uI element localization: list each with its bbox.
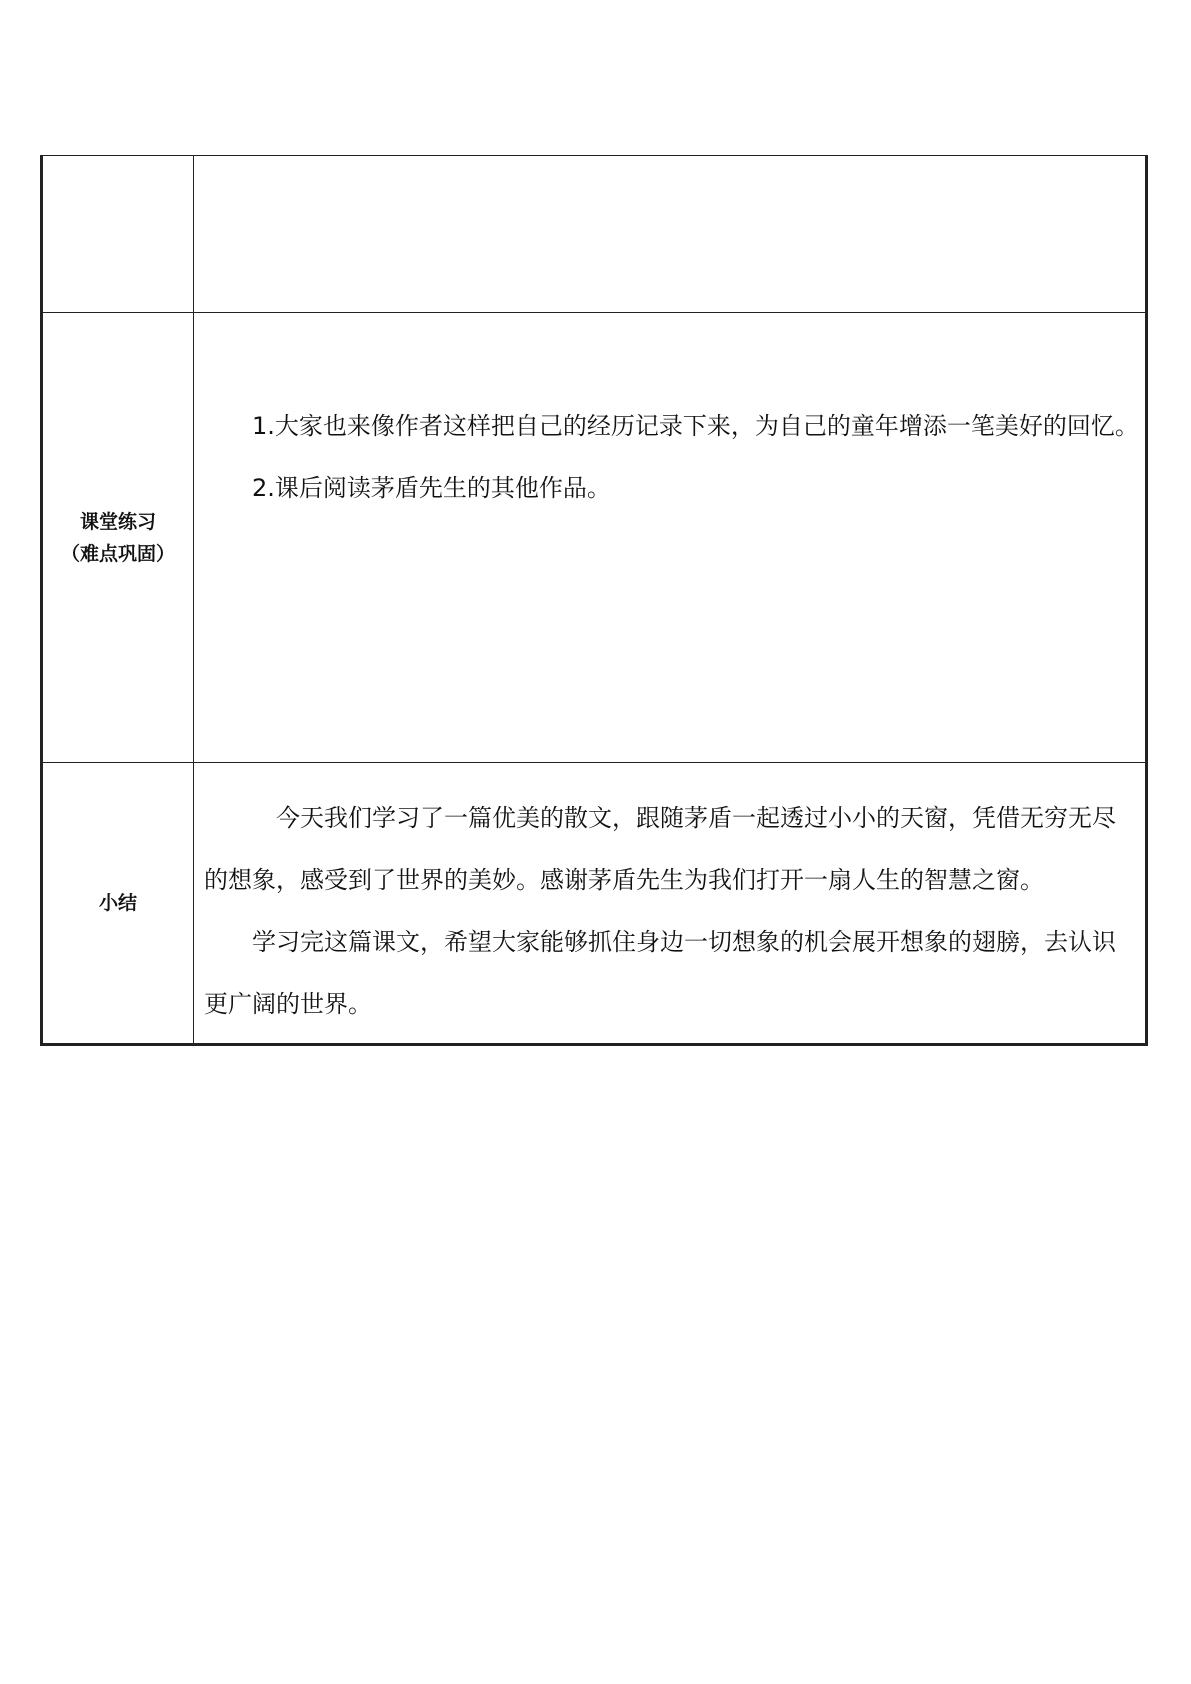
table-row-blank bbox=[42, 156, 1147, 313]
practice-label: 课堂练习 bbox=[79, 510, 156, 533]
summary-content-cell bbox=[194, 763, 1147, 1045]
summary-paragraph-1: 今天我们学习了一篇优美的散文，跟随茅盾一起透过小小的天窗，凭借无穷无尽的想象，感受到了世界的美妙。感谢茅盾先生为我们打开一扇人生的智慧之窗。 bbox=[204, 804, 1116, 894]
practice-sublabel: （难点巩固） bbox=[60, 542, 175, 565]
lesson-plan-table bbox=[40, 155, 1148, 1046]
practice-content-cell bbox=[194, 313, 1147, 763]
summary-label-cell bbox=[42, 763, 194, 1045]
table-row-summary bbox=[42, 763, 1147, 1045]
blank-label-cell bbox=[42, 156, 194, 313]
practice-label-cell bbox=[42, 313, 194, 763]
table-row-practice bbox=[42, 313, 1147, 763]
practice-item-1: 1.大家也来像作者这样把自己的经历记录下来，为自己的童年增添一笔美好的回忆。 bbox=[252, 412, 1139, 440]
blank-content-cell bbox=[194, 156, 1147, 313]
summary-paragraph-2: 学习完这篇课文，希望大家能够抓住身边一切想象的机会展开想象的翅膀，去认识更广阔的世界。 bbox=[204, 928, 1116, 1018]
summary-label: 小结 bbox=[98, 892, 137, 914]
practice-item-2: 2.课后阅读茅盾先生的其他作品。 bbox=[252, 474, 611, 502]
